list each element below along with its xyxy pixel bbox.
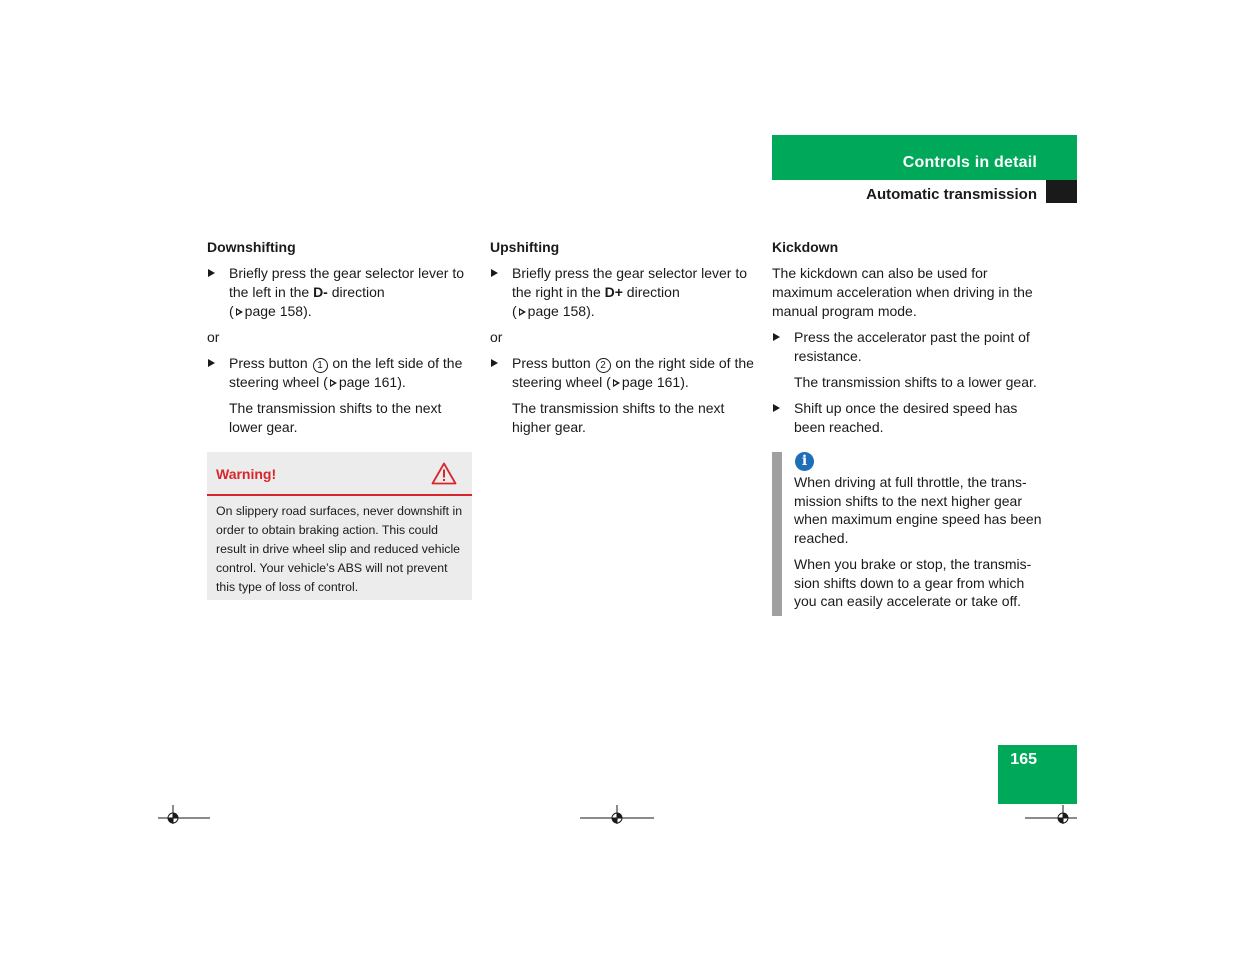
bullet-arrow-icon	[208, 359, 215, 367]
warning-box	[207, 452, 472, 600]
bullet-arrow-icon	[491, 359, 498, 367]
downshift-step-1: Briefly press the gear selector lever to the left in the D- direction ( page 158).	[207, 264, 472, 321]
kickdown-column	[772, 238, 1042, 444]
crop-mark-icon	[156, 803, 212, 825]
info-icon: i	[795, 452, 814, 471]
downshift-step-2: Press button 1 on the left side of the steering wheel ( page 161).	[207, 354, 472, 392]
subsection-header	[772, 180, 1046, 203]
upshift-step-2: Press button 2 on the right side of the steering wheel ( page 161).	[490, 354, 755, 392]
kickdown-intro: The kickdown can also be used for maximum acceleration when driving in the manual program mode.	[772, 265, 1033, 319]
warning-text: On slippery road surfaces, never downshift in order to obtain braking action. This could result in drive wheel slip and reduced vehicle control. Your vehicle’s ABS will not prevent this type of loss of control.	[216, 504, 463, 594]
page-number: 165	[1010, 751, 1037, 768]
page-number-box	[998, 745, 1077, 804]
info-text	[794, 473, 1042, 619]
upshifting-column	[490, 238, 755, 444]
or-separator: or	[207, 329, 220, 345]
page-reference-icon	[613, 379, 620, 387]
button-number-icon: 1	[313, 358, 328, 373]
or-separator: or	[490, 329, 503, 345]
info-paragraph: When you brake or stop, the transmis-sion shifts down to a gear from which you can easily accelerate or take off.	[794, 556, 1032, 609]
kickdown-heading: Kickdown	[772, 239, 839, 255]
warning-label: Warning!	[216, 466, 277, 482]
page-reference-link[interactable]: page 158).	[244, 303, 312, 319]
upshift-step-1: Briefly press the gear selector lever to the right in the D+ direction ( page 158).	[490, 264, 755, 321]
bullet-arrow-icon	[208, 269, 215, 277]
info-side-bar	[772, 452, 782, 616]
bullet-arrow-icon	[773, 333, 780, 341]
section-title: Controls in detail	[902, 154, 1037, 171]
downshifting-column	[207, 238, 472, 444]
page-reference-icon	[330, 379, 337, 387]
kickdown-result: The transmission shifts to a lower gear.	[794, 374, 1037, 390]
info-box	[772, 452, 1042, 616]
header-marker-square	[1046, 180, 1077, 203]
page-reference-link[interactable]: page 161).	[338, 374, 406, 390]
crop-mark-icon	[1023, 803, 1079, 825]
page-reference-link[interactable]: page 158).	[527, 303, 595, 319]
kickdown-step-2: Shift up once the desired speed has been reached.	[772, 399, 1042, 437]
page-reference-icon	[519, 308, 526, 316]
button-number-icon: 2	[596, 358, 611, 373]
upshifting-heading: Upshifting	[490, 239, 560, 255]
downshift-result: The transmission shifts to the next lower gear.	[229, 400, 442, 435]
page-reference-icon	[236, 308, 243, 316]
upshift-result: The transmission shifts to the next higher gear.	[512, 400, 725, 435]
warning-triangle-icon	[431, 462, 457, 485]
warning-header	[207, 452, 472, 496]
page-reference-link[interactable]: page 161).	[621, 374, 689, 390]
section-header-bar	[772, 135, 1077, 180]
kickdown-step-1: Press the accelerator past the point of resistance.	[772, 328, 1042, 366]
bullet-arrow-icon	[773, 404, 780, 412]
crop-mark-icon	[578, 803, 656, 825]
bullet-arrow-icon	[491, 269, 498, 277]
subsection-title: Automatic transmission	[866, 186, 1037, 203]
downshifting-heading: Downshifting	[207, 239, 296, 255]
info-paragraph: When driving at full throttle, the trans-mission shifts to the next higher gear when maximum engine speed has been reached.	[794, 474, 1042, 546]
